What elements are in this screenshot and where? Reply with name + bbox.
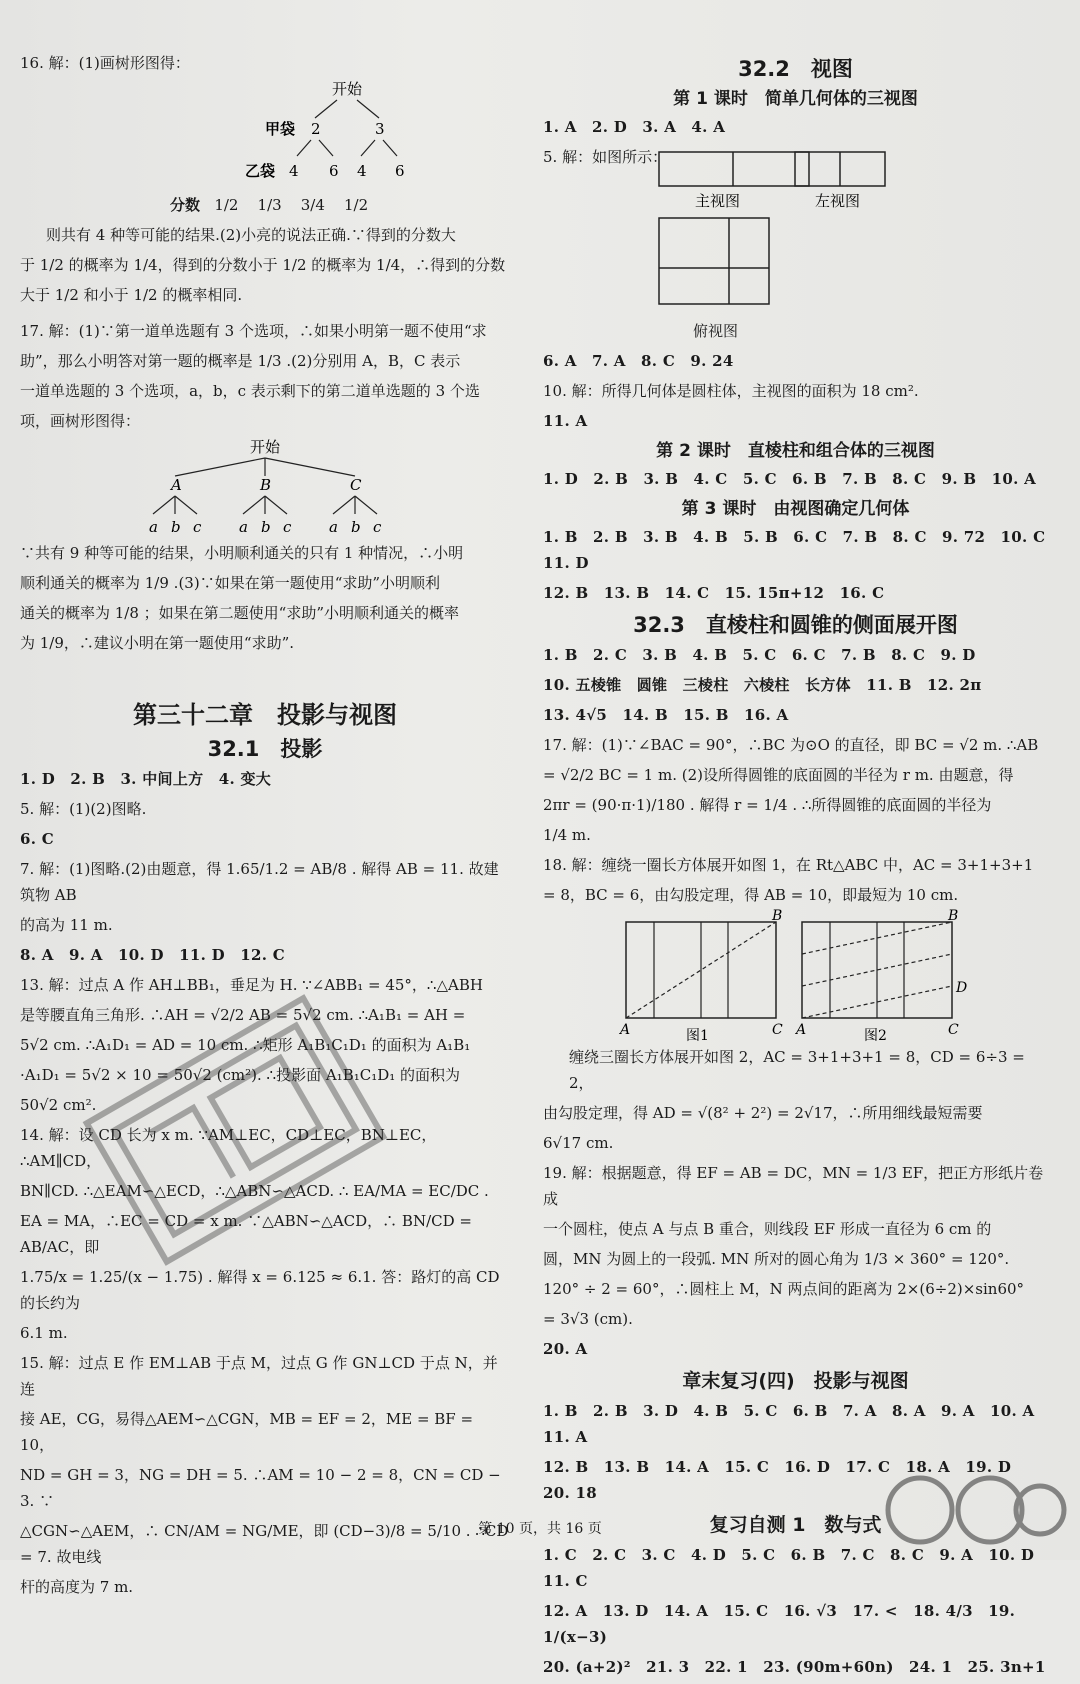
lesson-3-title: 第 3 课时 由视图确定几何体 <box>681 499 910 519</box>
tree2-top-2: C <box>350 476 362 494</box>
tree-root: 开始 <box>331 80 363 98</box>
tree-a-0: 2 <box>311 120 321 138</box>
r-ans-17-line3: 2πr = (90·π·1)/180 . 解得 r = 1/4 . ∴所得圆锥的底面圆的半径为 <box>543 796 992 814</box>
self-test-answers-1: 1. C 2. C 3. C 4. D 5. C 6. B 7. C 8. C 9. A 10. D 11. C <box>543 1546 1050 1590</box>
self-test-answers-2: 12. A 13. D 14. A 15. C 16. √3 17. < 18. 4/3 19. 1/(x−3) <box>543 1602 1016 1646</box>
r-ans-18-line3: 缠绕三圈长方体展开如图 2，AC = 3+1+3+1 = 8，CD = 6÷3 = 2， <box>569 1048 1025 1092</box>
tree-c-2: 3/4 <box>300 196 325 214</box>
ans-15-line2: 接 AE，CG，易得△AEM∽△CGN，MB = EF = 2，ME = BF = 10， <box>20 1410 474 1454</box>
page-footer: 第 10 页，共 16 页 <box>478 1521 602 1537</box>
tree-c-1: 1/3 <box>257 196 282 214</box>
r-ans-19-line3: 圆，MN 为圆上的一段弧. MN 所对的圆心角为 1/3 × 360° = 120°. <box>543 1250 1010 1268</box>
r-ans-10: 10. 解：所得几何体是圆柱体，主视图的面积为 18 cm². <box>543 382 919 400</box>
right-column <box>543 50 1061 1684</box>
q17-line7: 通关的概率为 1/8 ；如果在第二题使用“求助”小明顺利通关的概率 <box>20 604 460 622</box>
ans-8-12: 8. A 9. A 10. D 11. D 12. C <box>20 946 286 964</box>
q17-line5: ∵共有 9 种等可能的结果，小明顺利通关的只有 1 种情况，∴小明 <box>20 544 464 562</box>
ans-6: 6. C <box>20 830 55 848</box>
r-ans-17-line4: 1/4 m. <box>543 826 591 844</box>
r-ans-18-line5: 6√17 cm. <box>543 1134 614 1152</box>
r-323-answers-1: 1. B 2. C 3. B 4. B 5. C 6. C 7. B 8. C 9. D <box>543 646 976 664</box>
r-323-answers-2: 10. 五棱锥 圆锥 三棱柱 六棱柱 长方体 11. B 12. 2π <box>543 676 982 694</box>
tree2-leaf-6: a <box>329 518 338 536</box>
ans-13-line4: ·A₁D₁ = 5√2 × 10 = 50√2 (cm²). ∴投影面 A₁B₁C₁D₁ 的面积为 <box>20 1066 461 1084</box>
ans-13-line1: 13. 解：过点 A 作 AH⊥BB₁，垂足为 H. ∵∠ABB₁ = 45°，∴△ABH <box>20 976 483 994</box>
q17-line6: 顺利通关的概率为 1/9 .(3)∵如果在第一题使用“求助”小明顺利 <box>20 574 441 592</box>
tree-label-bag2: 乙袋 <box>245 162 276 180</box>
ans-1-4: 1. D 2. B 3. 中间上方 4. 变大 <box>20 770 272 788</box>
left-column <box>20 50 510 1604</box>
review-answers-2: 12. B 13. B 14. A 15. C 16. D 17. C 18. A 19. D 20. 18 <box>543 1458 1027 1502</box>
r-ans-17-line1: 17. 解：(1)∵∠BAC = 90°，∴BC 为⊙O 的直径，即 BC = √2 m. ∴AB <box>543 736 1039 754</box>
r-ans-1-4: 1. A 2. D 3. A 4. A <box>543 118 726 136</box>
tree2-leaf-0: a <box>149 518 158 536</box>
tree-c-3: 1/2 <box>343 196 369 214</box>
stamp-watermark <box>70 1000 400 1260</box>
tree-label-bag1: 甲袋 <box>265 120 296 138</box>
r-ans-19-line1: 19. 解：根据题意，得 EF = AB = DC，MN = 1/3 EF，把正方形纸片卷成 <box>543 1164 1044 1208</box>
r-ans-6-9: 6. A 7. A 8. C 9. 24 <box>543 352 734 370</box>
ans-14-line4: 1.75/x = 1.25/(x − 1.75) . 解得 x = 6.125 ≈ 6.1. 答：路灯的高 CD 的长约为 <box>20 1268 500 1312</box>
r-ans-20: 20. A <box>543 1340 588 1358</box>
tree2-root: 开始 <box>249 438 281 456</box>
tree-b-0: 4 <box>289 162 299 180</box>
q16-score-row <box>20 192 510 218</box>
r-ans-19-line2: 一个圆柱，使点 A 与点 B 重合，则线段 EF 形成一直径为 6 cm 的 <box>543 1220 992 1238</box>
section-32-1-title: 32.1 投影 <box>207 737 323 761</box>
q17-line2: 助”，那么小明答对第一题的概率是 1/3 .(2)分别用 A，B，C 表示 <box>20 352 461 370</box>
r-ans-18-line1: 18. 解：缠绕一圈长方体展开如图 1，在 Rt△ABC 中，AC = 3+1+3+1 <box>543 856 1034 874</box>
r-ans-17-line2: = √2/2 BC = 1 m. (2)设所得圆锥的底面圆的半径为 r m. 由题意，得 <box>543 766 1014 784</box>
r-ans-18-line2: = 8，BC = 6，由勾股定理，得 AB = 10，即最短为 10 cm. <box>543 886 959 904</box>
lesson-2-title: 第 2 课时 直棱柱和组合体的三视图 <box>656 441 935 461</box>
q16-line2: 则共有 4 种等可能的结果.(2)小亮的说法正确.∵得到的分数大 <box>46 226 456 244</box>
r-ans-18-line4: 由勾股定理，得 AD = √(8² + 2²) = 2√17，∴所用细线最短需要 <box>543 1104 983 1122</box>
q16-line4: 大于 1/2 和小于 1/2 的概率相同. <box>20 286 243 304</box>
ans-7-line2: 的高为 11 m. <box>20 916 113 934</box>
tree2-leaf-1: b <box>171 518 181 536</box>
r-lesson3-answers-2: 12. B 13. B 14. C 15. 15π+12 16. C <box>543 584 885 602</box>
svg-text:B: B <box>947 908 958 924</box>
ans-15-line3: ND = GH = 3，NG = DH = 5. ∴AM = 10 − 2 = 8，CN = CD − 3. ∵ <box>20 1466 501 1510</box>
lesson-1-title: 第 1 课时 简单几何体的三视图 <box>673 89 918 109</box>
tree2-leaf-5: c <box>283 518 292 536</box>
left-view-label: 左视图 <box>815 192 861 210</box>
ans-13-line5: 50√2 cm². <box>20 1096 97 1114</box>
ans-14-line3: EA = MA，∴EC = CD = x m. ∵△ABN∽△ACD，∴ BN/CD = AB/AC，即 <box>20 1212 472 1256</box>
svg-text:A: A <box>619 1022 630 1038</box>
q17-line8: 为 1/9，∴建议小明在第一题使用“求助”. <box>20 634 295 652</box>
ans-15-line4: △CGN∽△AEM，∴ CN/AM = NG/ME，即 (CD−3)/8 = 5/10 . ∴CD = 7. 故电线 <box>20 1522 509 1566</box>
site-logo-watermark <box>880 1470 1070 1555</box>
tree-a-1: 3 <box>375 120 385 138</box>
q16-tree-diagram <box>75 80 455 190</box>
fig2-caption: 图2 <box>863 1028 887 1044</box>
r-ans-19-line4: 120° ÷ 2 = 60°，∴圆柱上 M，N 两点间的距离为 2×(6÷2)×sin60° <box>543 1280 1025 1298</box>
r-lesson2-answers: 1. D 2. B 3. B 4. C 5. C 6. B 7. B 8. C 9. B 10. A <box>543 470 1037 488</box>
svg-text:C: C <box>947 1022 959 1038</box>
tree-b-3: 6 <box>395 162 405 180</box>
tree2-leaf-8: c <box>373 518 382 536</box>
svg-text:C: C <box>771 1022 783 1038</box>
review-answers-1: 1. B 2. B 3. D 4. B 5. C 6. B 7. A 8. A 9. A 10. A 11. A <box>543 1402 1050 1446</box>
q17-line1: 17. 解：(1)∵第一道单选题有 3 个选项，∴如果小明第一题不使用“求 <box>20 322 487 340</box>
ans-13-line2: 是等腰直角三角形. ∴AH = √2/2 AB = 5√2 cm. ∴A₁B₁ = AH = <box>20 1006 466 1024</box>
front-view-label: 主视图 <box>695 192 741 210</box>
r-lesson3-answers-1: 1. B 2. B 3. B 4. B 5. B 6. C 7. B 8. C 9. 72 10. C 11. D <box>543 528 1061 572</box>
r-ans-19-line5: = 3√3 (cm). <box>543 1310 633 1328</box>
ans-14-line1: 14. 解：设 CD 长为 x m. ∵AM⊥EC，CD⊥EC，BN⊥EC，∴AM∥CD， <box>20 1126 437 1170</box>
ans-14-line5: 6.1 m. <box>20 1324 68 1342</box>
tree2-leaf-3: a <box>239 518 248 536</box>
q17-tree-diagram <box>105 438 425 538</box>
unfold-figures <box>606 908 986 1044</box>
tree-label-score: 分数 <box>170 196 201 214</box>
q17-line4: 项，画树形图得： <box>20 412 141 430</box>
tree-b-2: 4 <box>357 162 367 180</box>
r-ans-11: 11. A <box>543 412 588 430</box>
ans-15-line1: 15. 解：过点 E 作 EM⊥AB 于点 M，过点 G 作 GN⊥CD 于点 N，并连 <box>20 1354 498 1398</box>
svg-text:B: B <box>771 908 782 924</box>
tree2-leaf-2: c <box>193 518 202 536</box>
tree-c-0: 1/2 <box>214 196 239 214</box>
tree2-top-0: A <box>171 476 182 494</box>
ans-7-line1: 7. 解：(1)图略.(2)由题意，得 1.65/1.2 = AB/8 . 解得 AB = 11. 故建筑物 AB <box>20 860 499 904</box>
q16-line1: 16. 解：(1)画树形图得： <box>20 54 190 72</box>
ans-13-line3: 5√2 cm. ∴A₁D₁ = AD = 10 cm. ∴矩形 A₁B₁C₁D₁ 的面积为 A₁B₁ <box>20 1036 471 1054</box>
tree2-leaf-4: b <box>261 518 271 536</box>
tree-b-1: 6 <box>329 162 339 180</box>
ans-5: 5. 解：(1)(2)图略. <box>20 800 147 818</box>
front-view-rect <box>659 152 809 186</box>
r-323-answers-3: 13. 4√5 14. B 15. B 16. A <box>543 706 789 724</box>
section-32-3-title: 32.3 直棱柱和圆锥的侧面展开图 <box>633 613 958 637</box>
ans-14-line2: BN∥CD. ∴△EAM∽△ECD，∴△ABN∽△ACD. ∴ EA/MA = EC/DC . <box>20 1182 489 1200</box>
three-views-figure <box>653 148 1013 320</box>
tree2-top-1: B <box>260 476 272 494</box>
chapter-title: 第三十二章 投影与视图 <box>133 701 397 729</box>
self-test-title: 复习自测 1 数与式 <box>709 1514 882 1536</box>
tree2-leaf-7: b <box>351 518 361 536</box>
chapter-review-title: 章末复习(四) 投影与视图 <box>682 1370 909 1392</box>
fig1-caption: 图1 <box>685 1028 709 1044</box>
q17-line3: 一道单选题的 3 个选项，a，b，c 表示剩下的第二道单选题的 3 个选 <box>20 382 480 400</box>
section-32-2-title: 32.2 视图 <box>738 57 853 81</box>
self-test-answers-3: 20. (a+2)² 21. 3 22. 1 23. (90m+60n) 24. 1 25. 3n+1 <box>543 1658 1046 1676</box>
svg-text:D: D <box>955 980 967 996</box>
q16-line3: 于 1/2 的概率为 1/4，得到的分数小于 1/2 的概率为 1/4，∴得到的分数 <box>20 256 506 274</box>
top-view-label: 俯视图 <box>693 322 739 340</box>
r-ans-5: 5. 解：如图所示： <box>543 148 668 166</box>
ans-15-line5: 杆的高度为 7 m. <box>20 1578 134 1596</box>
svg-text:A: A <box>795 1022 806 1038</box>
top-view-rect <box>659 218 769 304</box>
